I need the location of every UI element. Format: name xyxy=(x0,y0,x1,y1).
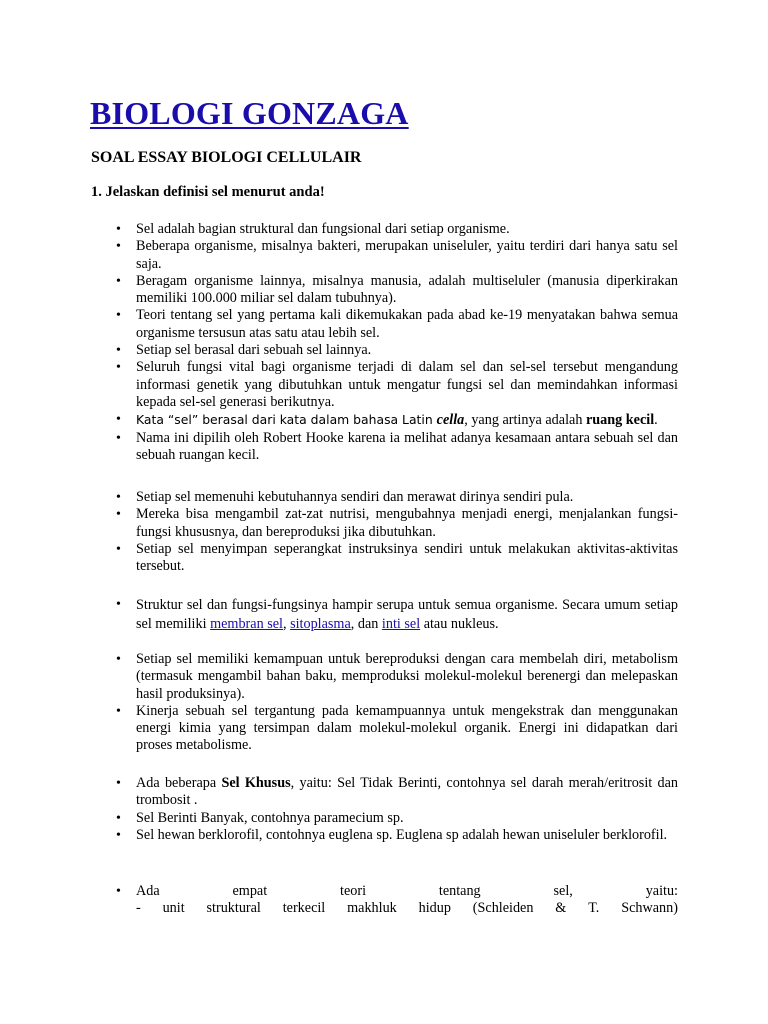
link-sitoplasma[interactable]: sitoplasma xyxy=(290,615,351,632)
teori-word: & xyxy=(555,900,567,917)
teori-word: • Ada xyxy=(136,883,160,899)
bullet-item: • Sel Berinti Banyak, contohnya paramecium sp. xyxy=(116,810,678,827)
bullet-item-teori xyxy=(116,883,678,918)
meaning-word: ruang kecil xyxy=(585,412,655,429)
bullet-item: • Beragam organisme lainnya, misalnya manusia, adalah multiseluler (manusia diperkirakan memiliki 100.000 miliar sel dalam tubuhnya). xyxy=(116,273,678,308)
bullet-item: • Kinerja sebuah sel tergantung pada kemampuannya untuk mengekstrak dan menggunakan energi kimia yang tersimpan dalam molekul-molekul organik. Energi ini didapatkan dari proses metabolisme. xyxy=(116,703,678,755)
question-heading: 1. Jelaskan definisi sel menurut anda! xyxy=(91,184,325,200)
bullet-item-struktur xyxy=(116,596,678,633)
teori-word: - xyxy=(136,900,141,917)
link-membran-sel[interactable]: membran sel xyxy=(210,615,283,632)
kata-sel-prefix: Kata “sel” berasal dari kata dalam bahasa Latin xyxy=(136,412,437,428)
bullet-item: • Setiap sel berasal dari sebuah sel lainnya. xyxy=(116,342,678,359)
bullet-item: • Sel hewan berklorofil, contohnya euglena sp. Euglena sp adalah hewan uniseluler berklorofil. xyxy=(116,827,678,844)
struktur-sep1: , xyxy=(282,615,291,632)
bullet-item: • Mereka bisa mengambil zat-zat nutrisi, mengubahnya menjadi energi, menjalankan fungsi-fungsi khususnya, dan bereproduksi jika dibutuhkan. xyxy=(116,506,678,541)
sel-khusus-prefix: Ada beberapa xyxy=(136,775,222,791)
sel-khusus-suffix: , yaitu: Sel Tidak Berinti, contohnya sel darah merah/eritrosit dan trombosit . xyxy=(136,775,678,809)
post-title: SOAL ESSAY BIOLOGI CELLULAIR xyxy=(91,149,362,166)
teori-word: Schwann) xyxy=(621,900,678,917)
teori-word: empat xyxy=(232,883,268,899)
bullet-item: • Sel adalah bagian struktural dan fungsional dari setiap organisme. xyxy=(116,221,678,238)
struktur-sep2: , dan xyxy=(350,615,382,632)
struktur-text: Struktur sel dan fungsi-fungsinya hampir serupa untuk semua organisme. Secara umum setiap sel memiliki xyxy=(136,597,678,632)
bullet-item: • Setiap sel memiliki kemampuan untuk bereproduksi dengan cara membelah diri, metabolism (termasuk mengambil bahan baku, memproduksi molekul-molekul berenergi dan melepaskan hasil produksinya). xyxy=(116,651,678,703)
teori-word: terkecil xyxy=(282,900,326,917)
struktur-suffix: atau nukleus. xyxy=(420,615,499,632)
teori-word: yaitu: xyxy=(645,883,678,899)
kata-sel-suffix: . xyxy=(654,412,658,429)
bullet-item: • Seluruh fungsi vital bagi organisme terjadi di dalam sel dan sel-sel tersebut mengandung informasi genetik yang dibutuhkan untuk mengatur fungsi sel dan memindahkan informasi kepada sel-sel generasi berikutnya. xyxy=(116,359,678,411)
teori-line-1 xyxy=(136,883,678,900)
kata-sel-middle: , yang artinya adalah xyxy=(464,412,586,429)
teori-line-2 xyxy=(136,900,678,917)
bullet-group-theories xyxy=(116,883,678,918)
teori-word: sel, xyxy=(553,883,573,899)
teori-word: tentang xyxy=(438,883,481,899)
teori-word: makhluk xyxy=(347,900,397,917)
blog-title-link[interactable]: BIOLOGI GONZAGA xyxy=(90,95,409,131)
bullet-group-structure xyxy=(116,596,678,633)
bullet-group-special-cells xyxy=(116,775,678,844)
teori-word: teori xyxy=(340,883,367,899)
bullet-item: • Beberapa organisme, misalnya bakteri, merupakan uniseluler, yaitu terdiri dari hanya satu sel saja. xyxy=(116,238,678,273)
bullet-item-sel-khusus xyxy=(116,775,678,810)
link-inti-sel[interactable]: inti sel xyxy=(381,615,421,632)
bullet-item: • Teori tentang sel yang pertama kali dikemukakan pada abad ke-19 menyatakan bahwa semua organisme tersusun atas satu atau lebih sel. xyxy=(116,307,678,342)
sel-khusus-bold: Sel Khusus xyxy=(221,775,291,791)
bullet-item: • Setiap sel menyimpan seperangkat instruksinya sendiri untuk melakukan aktivitas-aktivitas tersebut. xyxy=(116,541,678,576)
teori-word: unit xyxy=(162,900,185,917)
teori-word: struktural xyxy=(206,900,261,917)
bullet-item-kata-sel xyxy=(116,411,678,429)
teori-word: T. xyxy=(588,900,600,917)
bullet-group-definition xyxy=(116,221,678,464)
bullet-item: • Setiap sel memenuhi kebutuhannya sendiri dan merawat dirinya sendiri pula. xyxy=(116,489,678,506)
bullet-item: • Nama ini dipilih oleh Robert Hooke karena ia melihat adanya kesamaan antara sebuah sel dan sebuah ruangan kecil. xyxy=(116,430,678,465)
bullet-group-self-sufficient xyxy=(116,489,678,575)
blog-title xyxy=(90,94,409,132)
bullet-group-reproduction xyxy=(116,651,678,755)
latin-word: cella xyxy=(436,412,465,429)
teori-word: (Schleiden xyxy=(472,900,534,917)
teori-word: hidup xyxy=(418,900,451,917)
